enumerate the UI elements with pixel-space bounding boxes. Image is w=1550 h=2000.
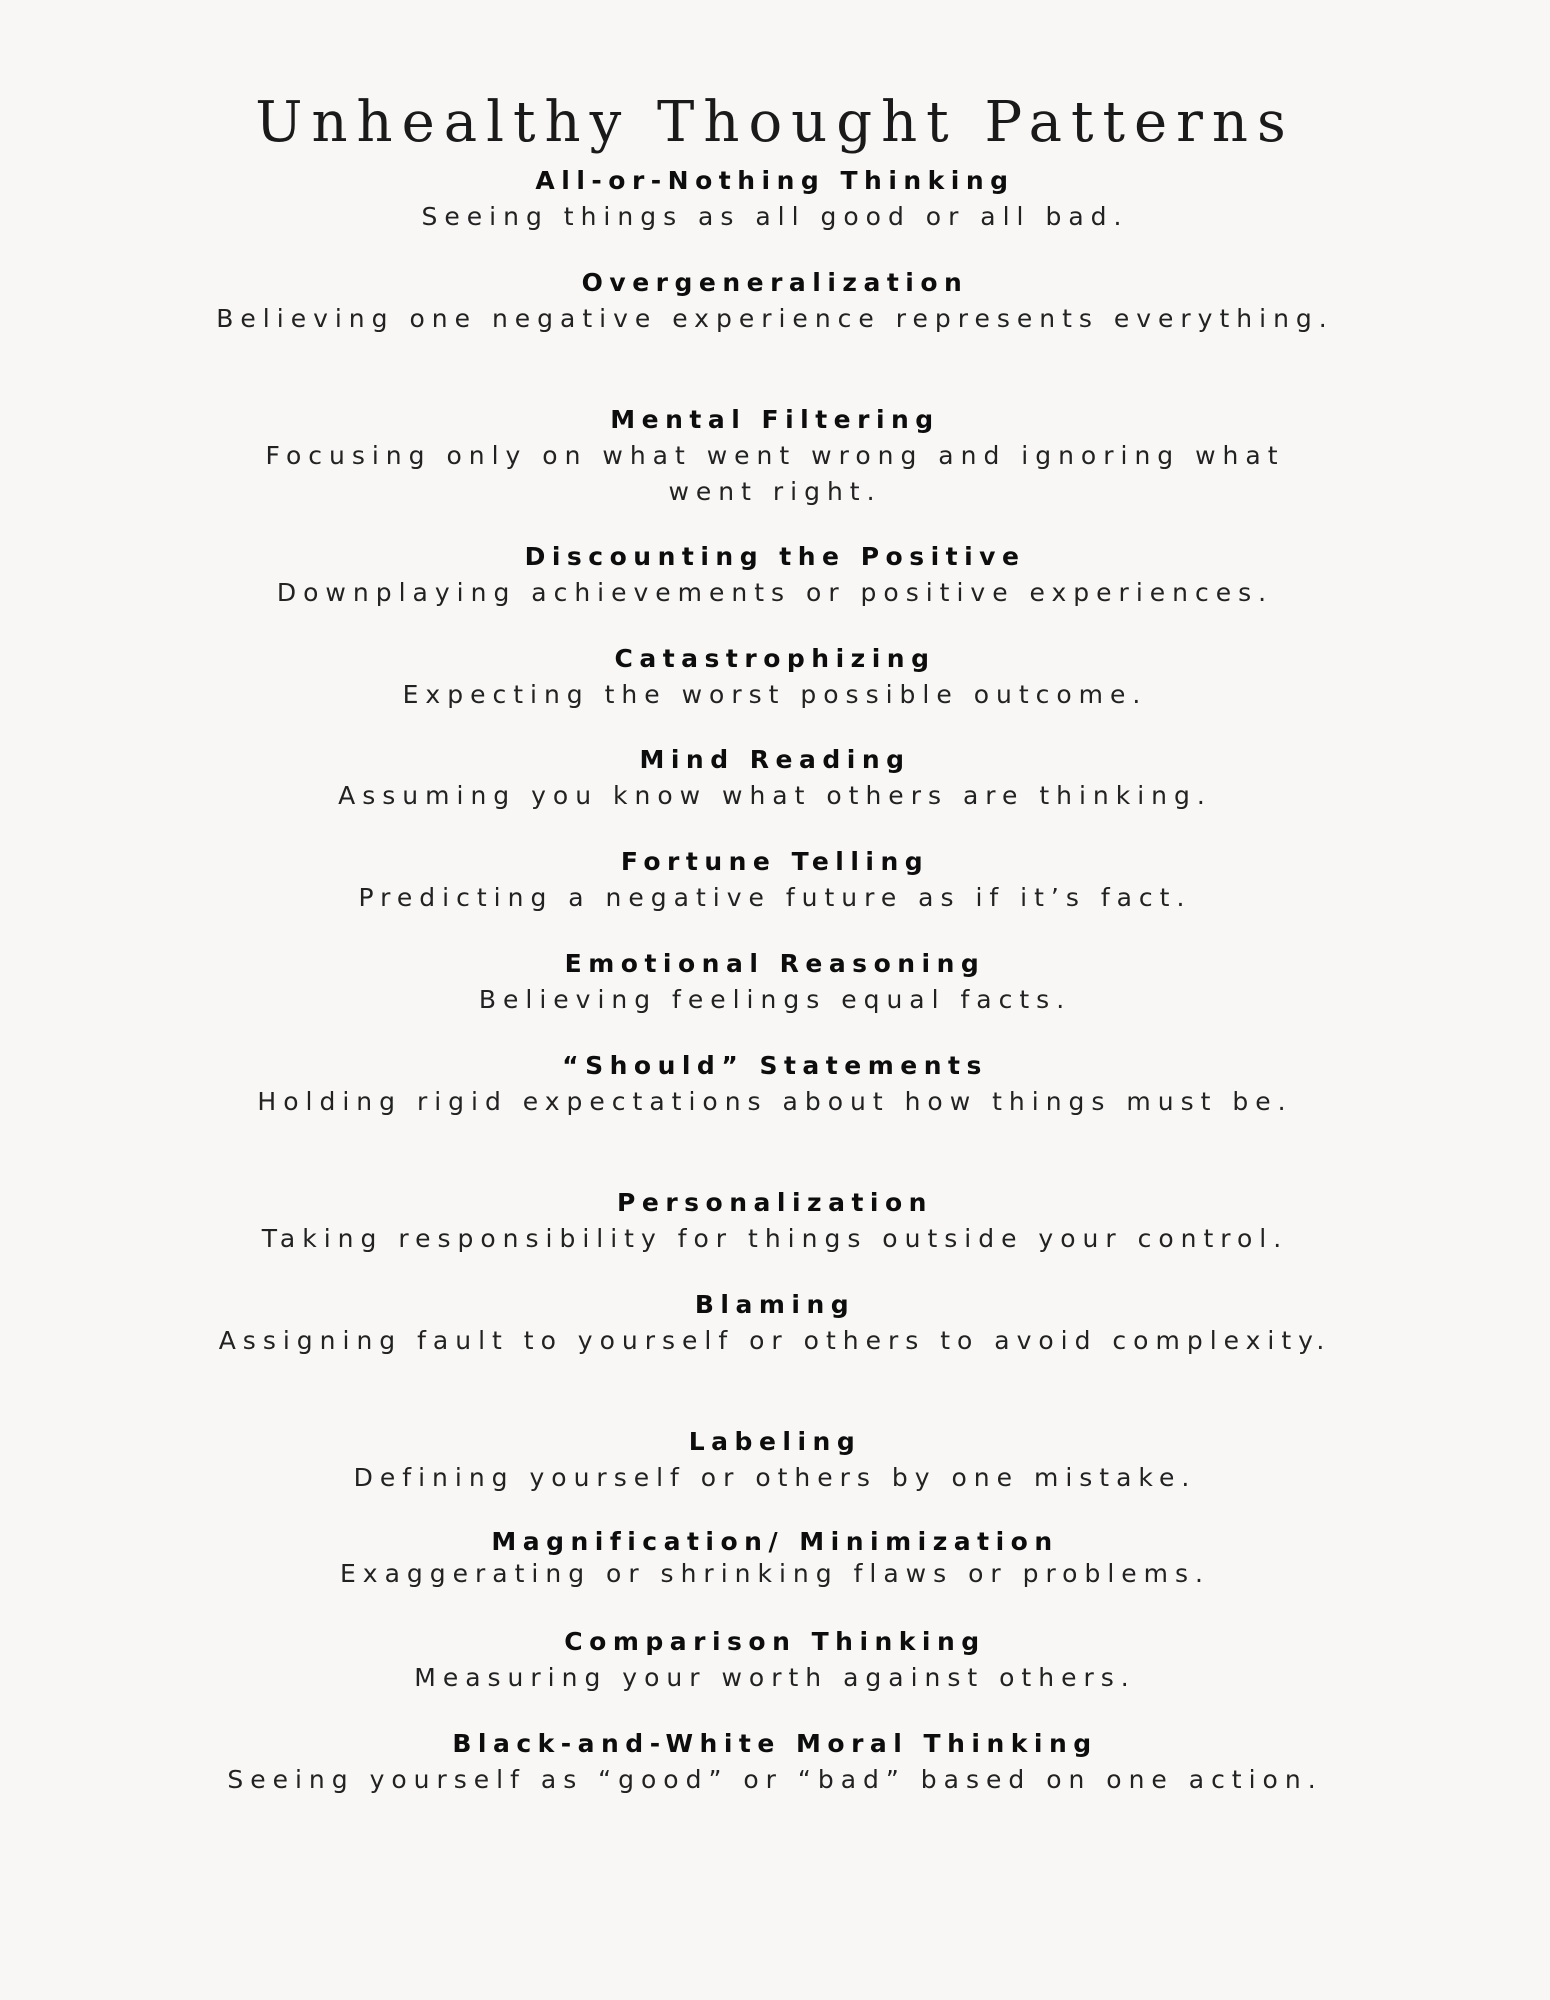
pattern-heading: Black-and-White Moral Thinking: [452, 1729, 1098, 1758]
pattern-description: Believing feelings equal facts.: [478, 985, 1072, 1014]
pattern-heading: Catastrophizing: [614, 644, 936, 673]
pattern-heading: Overgeneralization: [581, 268, 969, 297]
pattern-heading: Personalization: [617, 1188, 933, 1217]
pattern-heading: Emotional Reasoning: [564, 949, 986, 978]
thought-pattern-item: [0, 1048, 1550, 1120]
pattern-description: Seeing yourself as “good” or “bad” based on one action.: [227, 1765, 1323, 1794]
pattern-heading: “Should” Statements: [562, 1051, 988, 1080]
pattern-heading: All-or-Nothing Thinking: [535, 166, 1015, 195]
thought-pattern-item: [0, 1424, 1550, 1496]
pattern-description: Holding rigid expectations about how things must be.: [257, 1087, 1293, 1116]
pattern-description: Downplaying achievements or positive experiences.: [276, 578, 1274, 607]
thought-pattern-item: [0, 1527, 1550, 1591]
pattern-heading: Comparison Thinking: [564, 1627, 986, 1656]
pattern-heading: Blaming: [694, 1290, 856, 1319]
pattern-description: Taking responsibility for things outside your control.: [261, 1224, 1289, 1253]
thought-pattern-item: [0, 1624, 1550, 1696]
thought-pattern-item: [0, 539, 1550, 611]
thought-pattern-item: [0, 1726, 1550, 1798]
pattern-description: Believing one negative experience represents everything.: [216, 304, 1334, 333]
pattern-heading: Discounting the Positive: [524, 542, 1026, 571]
pattern-heading: Mental Filtering: [610, 405, 940, 434]
pattern-description: Measuring your worth against others.: [414, 1663, 1136, 1692]
thought-pattern-item: [0, 402, 1550, 510]
pattern-description: Exaggerating or shrinking flaws or problems.: [340, 1559, 1210, 1588]
pattern-description: Assigning fault to yourself or others to avoid complexity.: [218, 1326, 1332, 1355]
thought-pattern-item: [0, 163, 1550, 235]
pattern-description: Predicting a negative future as if it’s fact.: [358, 883, 1192, 912]
thought-pattern-item: [0, 641, 1550, 713]
pattern-heading: Fortune Telling: [620, 847, 930, 876]
thought-pattern-item: [0, 265, 1550, 337]
thought-pattern-item: [0, 946, 1550, 1018]
pattern-description: Defining yourself or others by one mistake.: [353, 1463, 1197, 1492]
pattern-description: Seeing things as all good or all bad.: [421, 202, 1129, 231]
thought-pattern-item: [0, 844, 1550, 916]
pattern-description: Expecting the worst possible outcome.: [402, 680, 1148, 709]
page-title: Unhealthy Thought Patterns: [255, 90, 1295, 155]
thought-pattern-item: [0, 1287, 1550, 1359]
thought-pattern-item: [0, 742, 1550, 814]
pattern-heading: Mind Reading: [639, 745, 911, 774]
pattern-description: Assuming you know what others are thinking.: [338, 781, 1212, 810]
pattern-heading: Magnification/ Minimization: [491, 1527, 1059, 1556]
pattern-description: Focusing only on what went wrong and ignoring what went right.: [265, 441, 1285, 506]
thought-pattern-item: [0, 1185, 1550, 1257]
pattern-heading: Labeling: [688, 1427, 862, 1456]
